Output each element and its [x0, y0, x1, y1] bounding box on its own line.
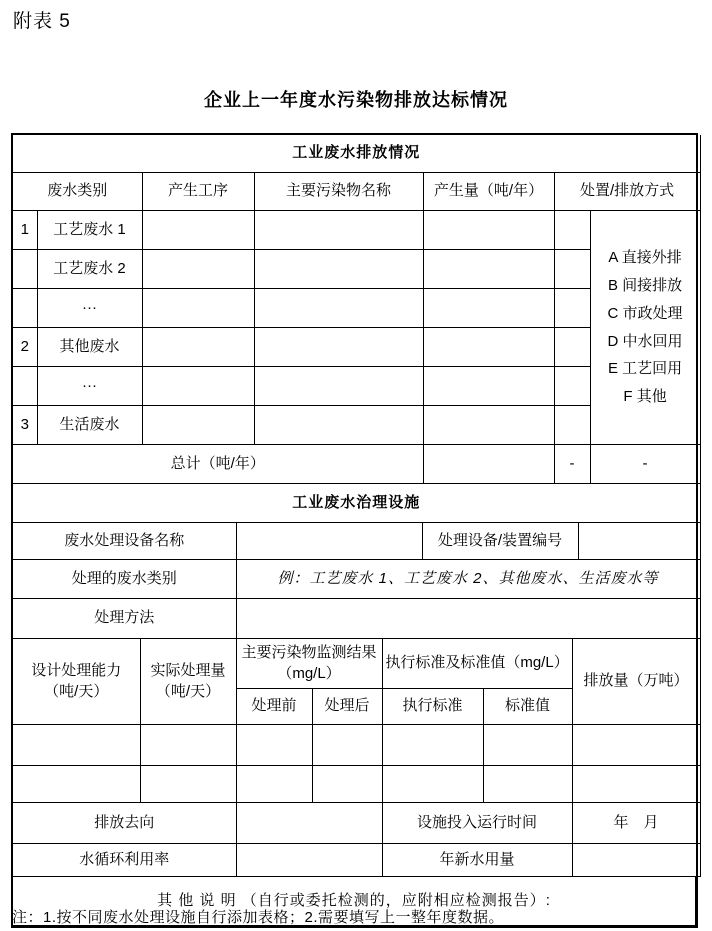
amount-input-cell	[423, 328, 554, 367]
standard-name-input-cell	[382, 766, 483, 803]
amount-input-cell	[423, 406, 554, 445]
after-treatment-header: 处理后	[312, 689, 382, 725]
pollutant-input-cell	[254, 328, 423, 367]
wastewater-category: 其他废水	[37, 328, 142, 367]
method-input-cell	[236, 599, 700, 639]
row-number	[13, 250, 37, 289]
amount-input-cell	[423, 367, 554, 406]
table-row	[13, 211, 700, 250]
disposal-code-input-cell	[554, 211, 590, 250]
wastewater-category: ···	[37, 367, 142, 406]
total-row	[13, 445, 700, 484]
operation-time-label: 设施投入运行时间	[382, 803, 572, 844]
wastewater-category: 工艺废水 2	[37, 250, 142, 289]
col-header-pollutant: 主要污染物名称	[254, 173, 423, 211]
method-label: 处理方法	[13, 599, 236, 639]
recycle-rate-label: 水循环利用率	[13, 844, 236, 877]
form-table	[11, 133, 698, 928]
total-disposal-code: -	[554, 445, 590, 484]
actual-amount-header: 实际处理量（吨/天）	[140, 639, 236, 725]
disposal-options-cell	[590, 211, 700, 445]
equipment-id-label: 处理设备/装置编号	[422, 523, 578, 560]
disposal-option: D 中水回用	[607, 332, 683, 350]
after-input-cell	[312, 766, 382, 803]
design-capacity-input-cell	[13, 766, 140, 803]
monitor-data-row	[13, 766, 700, 803]
monitor-data-row	[13, 725, 700, 766]
discharge-volume-input-cell	[572, 725, 700, 766]
footnote: 注：1.按不同废水处理设施自行添加表格；2.需要填写上一整年度数据。	[12, 909, 505, 926]
new-water-label: 年新水用量	[382, 844, 572, 877]
col-header-process: 产生工序	[142, 173, 254, 211]
process-input-cell	[142, 328, 254, 367]
amount-input-cell	[423, 250, 554, 289]
disposal-code-input-cell	[554, 289, 590, 328]
total-disposal-mode: -	[590, 445, 700, 484]
standard-name-header: 执行标准	[382, 689, 483, 725]
process-input-cell	[142, 406, 254, 445]
standard-value-input-cell	[483, 725, 572, 766]
amount-input-cell	[423, 289, 554, 328]
before-input-cell	[236, 766, 312, 803]
pollutant-input-cell	[254, 289, 423, 328]
wastewater-type-label: 处理的废水类别	[13, 560, 236, 599]
discharge-direction-input-cell	[236, 803, 382, 844]
process-input-cell	[142, 250, 254, 289]
process-input-cell	[142, 289, 254, 328]
treatment-info-table	[13, 484, 701, 639]
treatment-section-title: 工业废水治理设施	[13, 484, 700, 523]
wastewater-category: 工艺废水 1	[37, 211, 142, 250]
amount-input-cell	[423, 211, 554, 250]
col-header-category: 废水类别	[13, 173, 142, 211]
before-treatment-header: 处理前	[236, 689, 312, 725]
standard-name-input-cell	[382, 725, 483, 766]
equipment-name-input-cell	[236, 523, 422, 560]
col-header-disposal: 处置/排放方式	[554, 173, 700, 211]
total-label: 总计（吨/年）	[13, 445, 423, 484]
pollutant-input-cell	[254, 406, 423, 445]
standard-value-input-cell	[483, 766, 572, 803]
design-capacity-header: 设计处理能力（吨/天）	[13, 639, 140, 725]
discharge-direction-label: 排放去向	[13, 803, 236, 844]
pollutant-input-cell	[254, 367, 423, 406]
monitoring-table	[13, 639, 701, 877]
disposal-code-input-cell	[554, 406, 590, 445]
disposal-option: C 市政处理	[607, 304, 683, 322]
standard-header: 执行标准及标准值（mg/L）	[382, 639, 572, 689]
page-title: 企业上一年度水污染物排放达标情况	[204, 90, 508, 110]
other-note-label: 其 他 说 明 （自行或委托检测的，应附相应检测报告）:	[13, 877, 696, 926]
row-number: 3	[13, 406, 37, 445]
disposal-option: E 工艺回用	[607, 360, 683, 378]
pollutant-input-cell	[254, 211, 423, 250]
new-water-input-cell	[572, 844, 700, 877]
operation-time-value: 年 月	[572, 803, 700, 844]
disposal-code-input-cell	[554, 367, 590, 406]
pollutant-input-cell	[254, 250, 423, 289]
actual-amount-input-cell	[140, 725, 236, 766]
discharge-volume-header: 排放量（万吨）	[572, 639, 700, 725]
disposal-code-input-cell	[554, 250, 590, 289]
wastewater-type-example: 例：工艺废水 1、工艺废水 2、其他废水、生活废水等	[236, 560, 700, 599]
actual-amount-input-cell	[140, 766, 236, 803]
row-number	[13, 289, 37, 328]
standard-value-header: 标准值	[483, 689, 572, 725]
after-input-cell	[312, 725, 382, 766]
wastewater-category: ···	[37, 289, 142, 328]
wastewater-category: 生活废水	[37, 406, 142, 445]
row-number: 2	[13, 328, 37, 367]
total-amount-input-cell	[423, 445, 554, 484]
col-header-amount: 产生量（吨/年）	[423, 173, 554, 211]
row-number: 1	[13, 211, 37, 250]
discharge-table	[13, 135, 701, 484]
row-number	[13, 367, 37, 406]
discharge-volume-input-cell	[572, 766, 700, 803]
design-capacity-input-cell	[13, 725, 140, 766]
process-input-cell	[142, 367, 254, 406]
disposal-option: F 其他	[623, 388, 667, 405]
disposal-option: A 直接外排	[608, 249, 682, 267]
process-input-cell	[142, 211, 254, 250]
disposal-option: B 间接排放	[607, 277, 683, 294]
monitor-result-header: 主要污染物监测结果（mg/L）	[236, 639, 382, 689]
discharge-section-title: 工业废水排放情况	[13, 135, 700, 173]
disposal-code-input-cell	[554, 328, 590, 367]
equipment-name-label: 废水处理设备名称	[13, 523, 236, 560]
before-input-cell	[236, 725, 312, 766]
recycle-rate-input-cell	[236, 844, 382, 877]
doc-label: 附表 5	[13, 11, 71, 32]
equipment-id-input-cell	[578, 523, 700, 560]
